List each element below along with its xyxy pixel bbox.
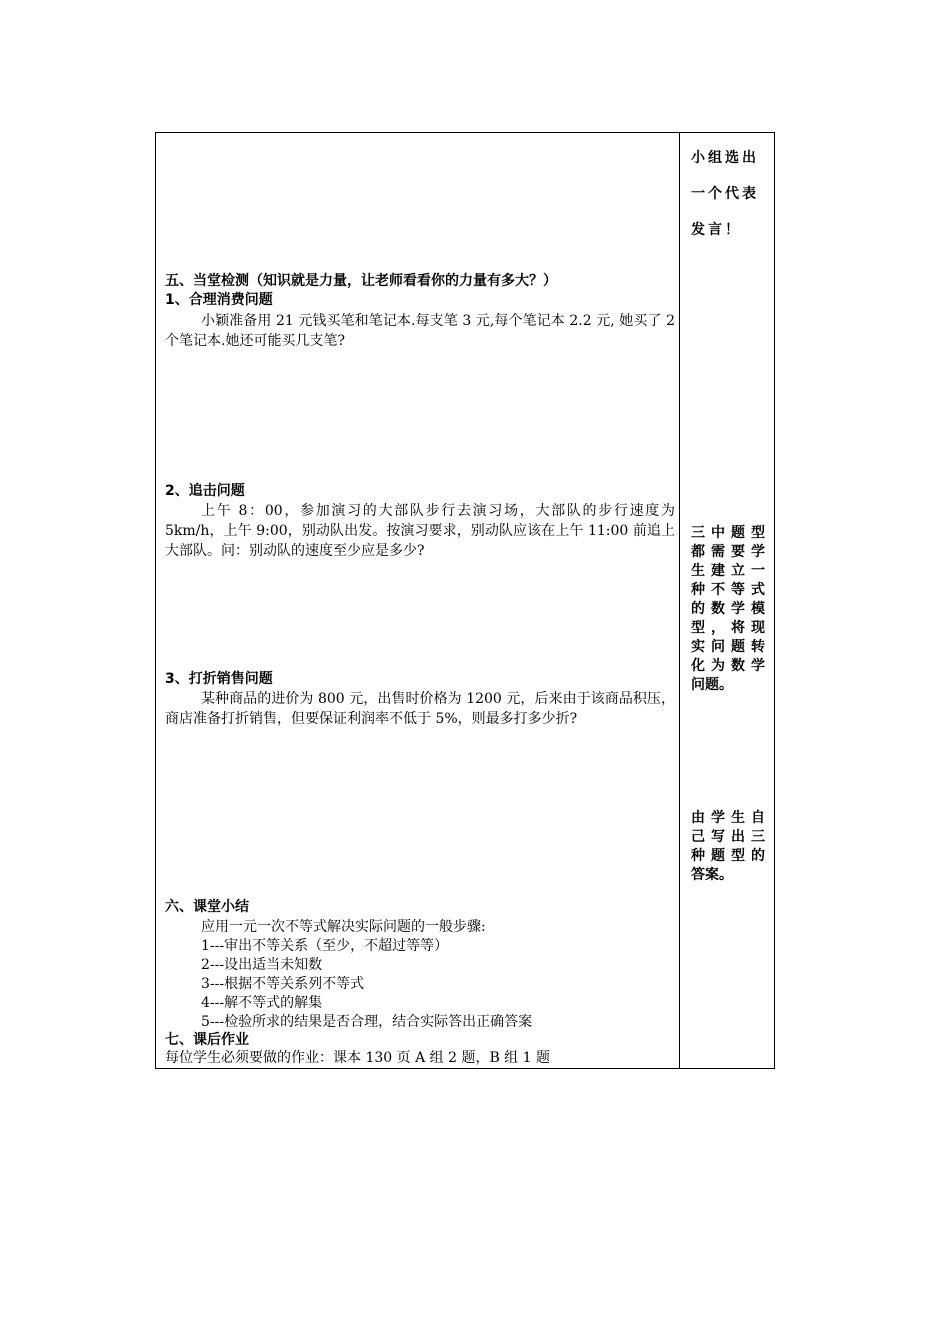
summary-step: 3---根据不等关系列不等式 xyxy=(201,976,365,992)
q3-text: 某种商品的进价为 800 元，出售时价格为 1200 元，后来由于该商品积压，商店准备打折销售，但要保证利润率不低于 5%，则最多打多少折? xyxy=(165,691,675,727)
note-line: 型，将现 xyxy=(691,620,765,636)
summary-intro: 应用一元一次不等式解决实际问题的一般步骤: xyxy=(201,919,486,935)
note-answers xyxy=(691,809,765,885)
note-line: 种不等式 xyxy=(691,582,765,598)
summary-step: 1---审出不等关系（至少，不超过等等） xyxy=(201,938,449,954)
summary-step: 5---检验所求的结果是否合理，结合实际答出正确答案 xyxy=(201,1014,533,1030)
note-line: 答案。 xyxy=(691,867,733,883)
note-line: 己写出三 xyxy=(691,829,765,845)
q1-text: 小颖准备用 21 元钱买笔和笔记本.每支笔 3 元,每个笔记本 2.2 元, 她买了 2 个笔记本.她还可能买几支笔? xyxy=(165,313,675,349)
summary-step: 2---设出适当未知数 xyxy=(201,957,323,973)
column-divider xyxy=(679,132,680,1069)
note-line: 三中题型 xyxy=(691,525,765,541)
q2-text: 上午 8：00，参加演习的大部队步行去演习场，大部队的步行速度为 5km/h，上午 9:00，别动队出发。按演习要求，别动队应该在上午 11:00 前追上大部队。问：别动队的速度至少应是多少? xyxy=(165,503,675,559)
homework-text: 每位学生必须要做的作业：课本 130 页 A 组 2 题，B 组 1 题 xyxy=(165,1050,550,1066)
note-line: 的数学模 xyxy=(691,601,765,617)
note-line: 小组选出 xyxy=(691,150,759,166)
section6-heading: 六、课堂小结 xyxy=(165,899,249,915)
note-line: 化为数学 xyxy=(691,658,765,674)
note-line: 发言！ xyxy=(691,222,742,238)
note-line: 都需要学 xyxy=(691,544,765,560)
summary-step: 4---解不等式的解集 xyxy=(201,995,323,1011)
note-line: 问题。 xyxy=(691,677,733,693)
section7-heading: 七、课后作业 xyxy=(165,1032,249,1048)
note-line: 生建立一 xyxy=(691,563,765,579)
q1-title: 1、合理消费问题 xyxy=(165,292,273,308)
note-line: 一个代表 xyxy=(691,186,759,202)
note-group-speaker xyxy=(691,140,765,248)
q2-title: 2、追击问题 xyxy=(165,483,245,499)
q3-title: 3、打折销售问题 xyxy=(165,671,273,687)
note-line: 由学生自 xyxy=(691,810,765,826)
note-line: 种题型的 xyxy=(691,848,765,864)
note-line: 实问题转 xyxy=(691,639,765,655)
note-problem-types xyxy=(691,524,765,695)
section5-heading: 五、当堂检测（知识就是力量，让老师看看你的力量有多大？） xyxy=(165,273,557,289)
